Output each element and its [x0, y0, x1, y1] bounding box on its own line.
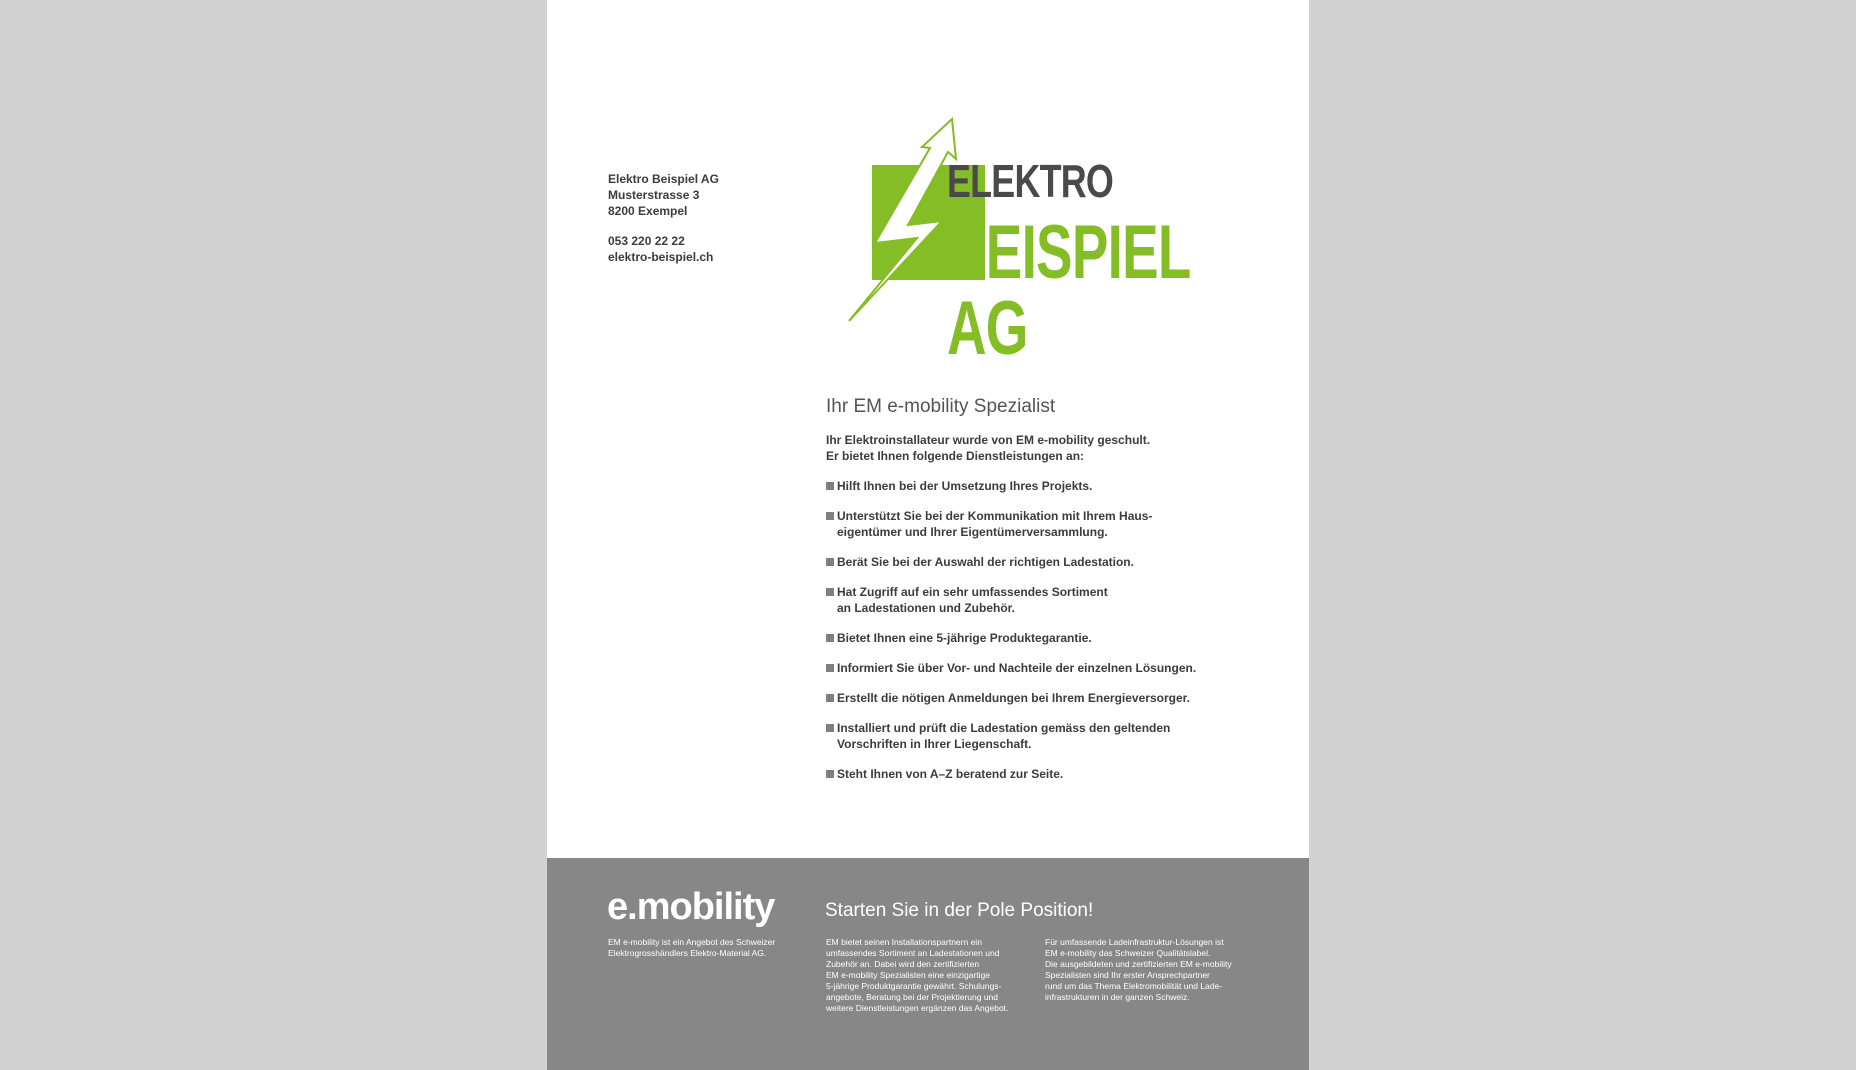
- list-item-text: Berät Sie bei der Auswahl der richtigen Ladestation.: [837, 555, 1134, 569]
- bullet-square-icon: [826, 558, 834, 566]
- list-item: [826, 508, 1266, 540]
- list-item-text: Bietet Ihnen eine 5-jährige Produktegarantie.: [837, 631, 1092, 645]
- bullet-square-icon: [826, 724, 834, 732]
- list-item: [826, 584, 1266, 616]
- bullet-square-icon: [826, 694, 834, 702]
- bullet-square-icon: [826, 512, 834, 520]
- list-item-text: Steht Ihnen von A–Z beratend zur Seite.: [837, 767, 1064, 781]
- list-item: [826, 660, 1266, 676]
- list-item: [826, 766, 1266, 782]
- footer-slogan: Starten Sie in der Pole Position!: [825, 900, 1094, 921]
- services-section: [826, 396, 1266, 796]
- list-item: [826, 554, 1266, 570]
- list-item: [826, 720, 1266, 752]
- footer-band: [547, 858, 1309, 1070]
- company-phone: 053 220 22 22: [608, 234, 685, 248]
- logo-text-elektro: ELEKTRO: [947, 155, 1113, 207]
- intro-text: [826, 432, 1266, 464]
- list-item: [826, 630, 1266, 646]
- list-item-text: Informiert Sie über Vor- und Nachteile der einzelnen Lösungen.: [837, 661, 1197, 675]
- company-website: elektro-beispiel.ch: [608, 250, 714, 264]
- company-city: 8200 Exempel: [608, 204, 688, 218]
- list-item-text: Installiert und prüft die Ladestation gemäss den geltenden Vorschriften in Ihrer Liegenschaft.: [837, 721, 1171, 751]
- bullet-square-icon: [826, 664, 834, 672]
- company-street: Musterstrasse 3: [608, 188, 700, 202]
- bullet-square-icon: [826, 770, 834, 778]
- list-item-text: Erstellt die nötigen Anmeldungen bei Ihrem Energieversorger.: [837, 691, 1190, 705]
- list-item-text: Unterstützt Sie bei der Kommunikation mit Ihrem Haus- eigentümer und Ihrer Eigentümerversammlung.: [837, 509, 1153, 539]
- service-list: [826, 478, 1266, 782]
- intro-line-1: Ihr Elektroinstallateur wurde von EM e-mobility geschult.: [826, 433, 1151, 447]
- list-item: [826, 690, 1266, 706]
- company-address: [608, 171, 719, 265]
- bullet-square-icon: [826, 588, 834, 596]
- emobility-description: EM e-mobility ist ein Angebot des Schweizer Elektrogrosshändlers Elektro-Material AG.: [608, 937, 776, 958]
- list-item-text: Hilft Ihnen bei der Umsetzung Ihres Projekts.: [837, 479, 1093, 493]
- bullet-square-icon: [826, 482, 834, 490]
- intro-line-2: Er bietet Ihnen folgende Dienstleistungen an:: [826, 449, 1085, 463]
- list-item: [826, 478, 1266, 494]
- page-title: Ihr EM e-mobility Spezialist: [826, 396, 1056, 417]
- bullet-square-icon: [826, 634, 834, 642]
- footer-column-offer: EM bietet seinen Installationspartnern ein umfassendes Sortiment an Ladestationen und Zubehör an. Dabei wird den zertifizierten EM e-mobility Spezialisten eine einzigartige 5-jährige Produktgarantie gewährt. Schulungs- angebote, Beratung bei der Projektierung und weitere Dienstleistungen ergänzen das Angebot.: [826, 937, 1009, 1013]
- logo-text-beispiel: BEISPIEL AG: [947, 210, 1190, 371]
- company-name: Elektro Beispiel AG: [608, 172, 719, 186]
- list-item-text: Hat Zugriff auf ein sehr umfassendes Sortiment an Ladestationen und Zubehör.: [837, 585, 1108, 615]
- footer-column-label: Für umfassende Ladeinfrastruktur-Lösungen ist EM e-mobility das Schweizer Qualitätslabel. Die ausgebildeten und zertifizierten EM e-mobility Spezialisten sind Ihr erster Ansprechpartner rund um das Thema Elektromobilität und Lade- infrastrukturen in der ganzen Schweiz.: [1045, 937, 1232, 1002]
- emobility-logo: e.mobility: [607, 886, 775, 928]
- flyer-page: [547, 0, 1309, 1070]
